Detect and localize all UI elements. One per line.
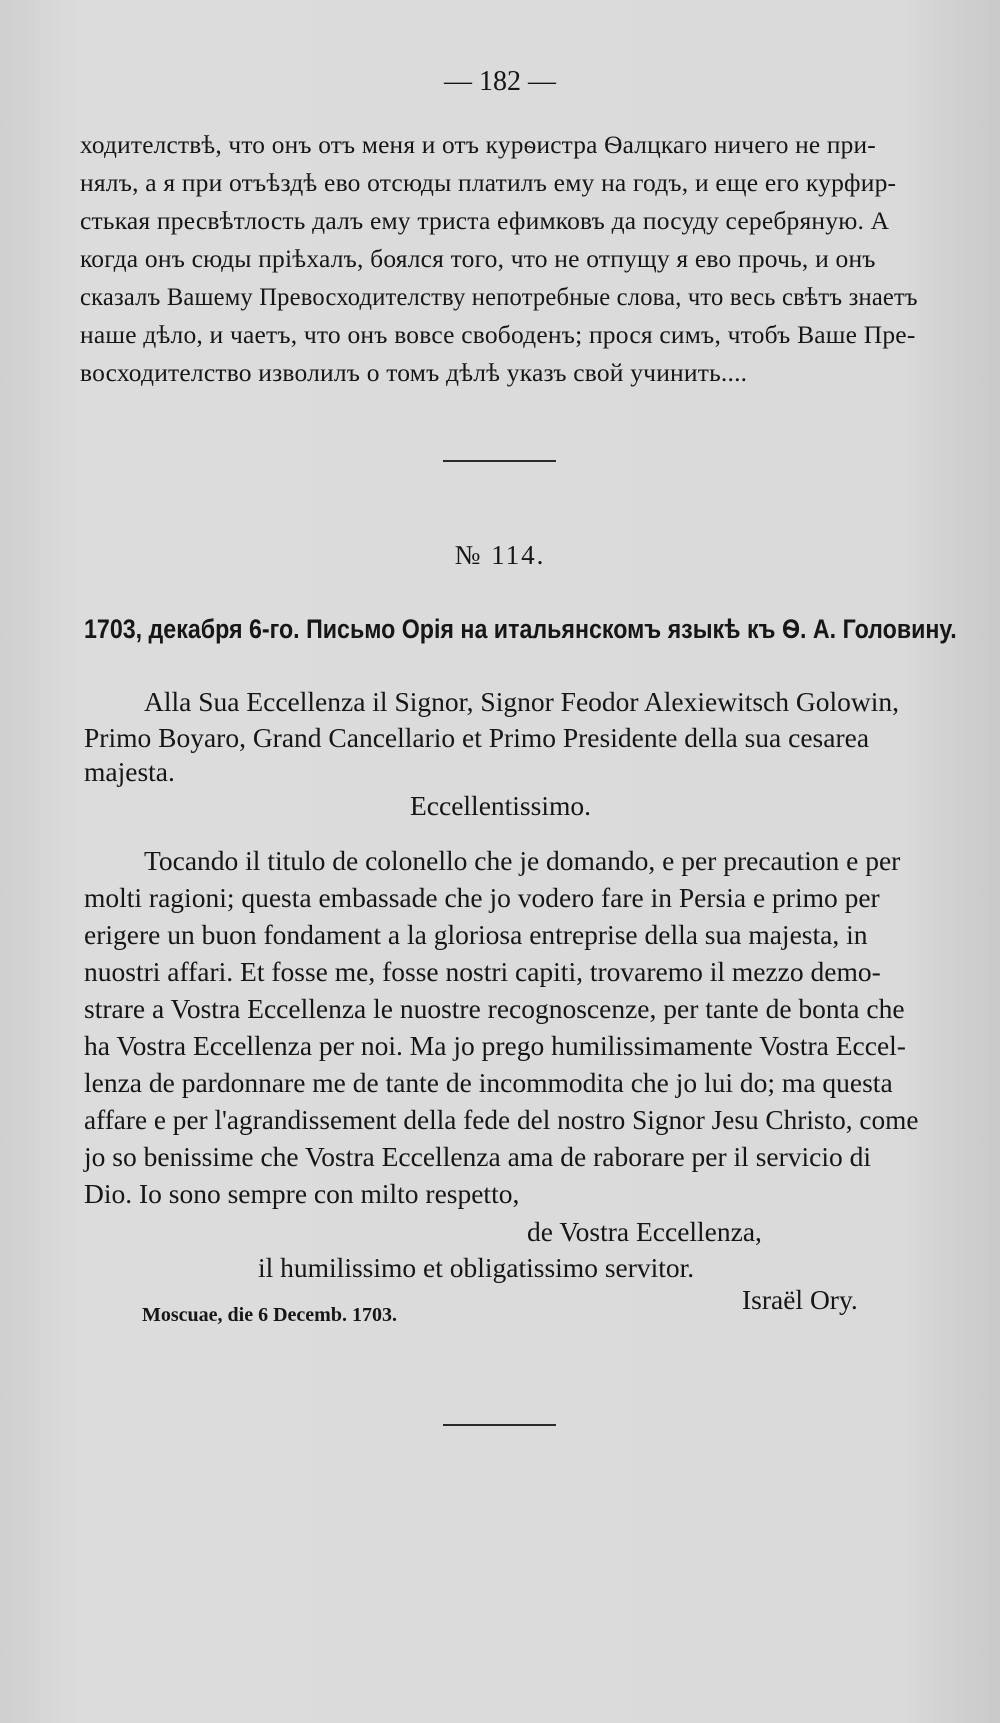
text-line xyxy=(80,130,918,160)
body-line: lenza de pardonnare me de tante de incommodita che jo lui do; ma questa xyxy=(84,1067,893,1098)
salutation: Eccellentissimo. xyxy=(410,790,591,821)
text-line: наше дѣло, и чаетъ, что онъ вовсе свободенъ; прося симъ, чтобъ Ваше Пре- xyxy=(80,320,916,349)
closing-line: de Vostra Eccellenza, xyxy=(527,1216,762,1247)
page-number: — 182 — xyxy=(444,66,556,97)
body-line: strare a Vostra Eccellenza le nuostre recognoscenze, per tante de bonta che xyxy=(84,993,905,1024)
end-divider xyxy=(443,1424,556,1426)
body-line: jo so benissime che Vostra Eccellenza ama de raborare per il servicio di xyxy=(84,1141,872,1172)
address-line: majesta. xyxy=(84,756,175,787)
text-line: нялъ, а я при отъѣздѣ ево отсюды платилъ ему на годъ, и еще его курфир- xyxy=(80,168,897,197)
body-line: erigere un buon fondament a la gloriosa entreprise della sua majesta, in xyxy=(84,919,868,950)
document-number: № 114. xyxy=(454,540,546,570)
body-line: molti ragioni; questa embassade che jo vodero fare in Persia e primo per xyxy=(84,882,880,913)
document-heading: 1703, декабря 6-го. Письмо Орія на итальянскомъ языкѣ къ Ѳ. А. Головину. xyxy=(84,614,957,644)
body-line: Tocando il titulo de colonello che je domando, e per precaution e per xyxy=(144,845,901,876)
address-line: Alla Sua Eccellenza il Signor, Signor Feodor Alexiewitsch Golowin, xyxy=(144,686,900,717)
body-line: Dio. Io sono sempre con milto respetto, xyxy=(84,1178,520,1209)
body-line: ha Vostra Eccellenza per noi. Ma jo prego humilissimamente Vostra Eccel- xyxy=(84,1030,906,1061)
text-line: восходителство изволилъ о томъ дѣлѣ указъ свой учинить.... xyxy=(80,358,748,387)
closing-line: il humilissimo et obligatissimo servitor. xyxy=(258,1252,695,1283)
text-line: сказалъ Вашему Превосходителству непотребные слова, что весь свѣтъ знаетъ xyxy=(80,282,918,311)
place-date: Moscuae, die 6 Decemb. 1703. xyxy=(142,1304,397,1326)
body-line: affare e per l'agrandissement della fede del nostro Signor Jesu Christo, come xyxy=(84,1104,919,1135)
section-divider xyxy=(443,460,556,462)
address-line: Primo Boyaro, Grand Cancellario et Primo Presidente della sua cesarea xyxy=(84,722,870,753)
text-line-content: ходителствѣ, что онъ отъ меня и отъ курѳистра Ѳалцкаго ничего не при- xyxy=(80,130,876,159)
signature: Israël Ory. xyxy=(742,1284,858,1315)
text-line: стькая пресвѣтлость далъ ему триста ефимковъ да посуду серебряную. А xyxy=(80,206,890,235)
body-line: nuostri affari. Et fosse me, fosse nostri capiti, trovaremo il mezzo demo- xyxy=(84,956,881,987)
text-line: когда онъ сюды пріѣхалъ, боялся того, что не отпущу я ево прочь, и онъ xyxy=(80,244,876,273)
